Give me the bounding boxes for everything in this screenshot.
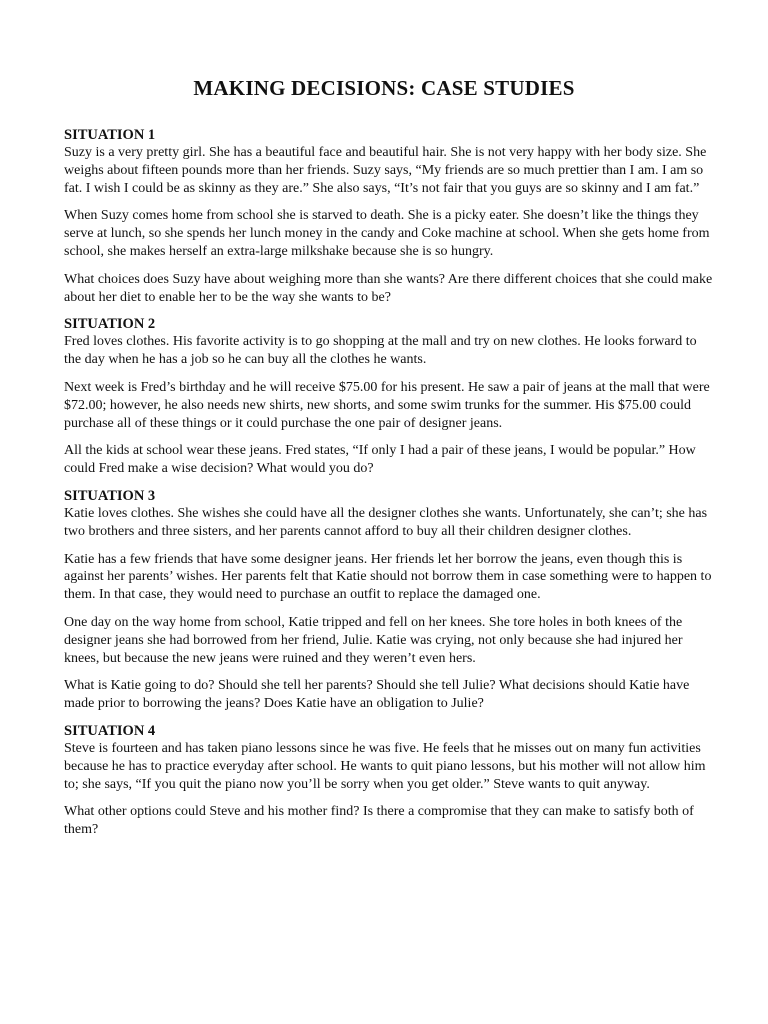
paragraph: Next week is Fred’s birthday and he will receive $75.00 for his present. He saw a pair of jeans at the mall that were $72.00; however, he also needs new shirts, new shorts, and some swim trunks for the summer. His $75.00 could purchase all of these things or it could purchase the one pair of designer jeans. bbox=[64, 379, 710, 431]
situation-2 bbox=[64, 315, 714, 478]
situation-heading: SITUATION 3 bbox=[64, 487, 156, 504]
paragraph: All the kids at school wear these jeans. Fred states, “If only I had a pair of these jeans, I would be popular.” How could Fred make a wise decision? What would you do? bbox=[64, 443, 696, 477]
document-body bbox=[64, 126, 714, 848]
page-title: MAKING DECISIONS: CASE STUDIES bbox=[193, 76, 575, 100]
paragraph: What other options could Steve and his mother find? Is there a compromise that they can make to satisfy both of them? bbox=[64, 804, 694, 838]
paragraph: Suzy is a very pretty girl. She has a beautiful face and beautiful hair. She is not very happy with her body size. She weighs about fifteen pounds more than her friends. Suzy says, “My friends are so much prettier than I am. I am so fat. I wish I could be as skinny as they are.” She also says, “It’s not fair that you guys are so skinny and I am fat.” bbox=[64, 145, 707, 196]
paragraph: What is Katie going to do? Should she tell her parents? Should she tell Julie? What decisions should Katie have made prior to borrowing the jeans? Does Katie have an obligation to Julie? bbox=[64, 678, 690, 712]
situation-3 bbox=[64, 487, 714, 713]
paragraph: Katie has a few friends that have some designer jeans. Her friends let her borrow the jeans, even though this is against her parents’ wishes. Her parents felt that Katie should not borrow them in case something were to happen to them. In that case, they would need to purchase an outfit to replace the damaged one. bbox=[64, 551, 712, 603]
situation-heading: SITUATION 1 bbox=[64, 127, 156, 143]
paragraph: Steve is fourteen and has taken piano lessons since he was five. He feels that he misses out on many fun activities because he has to practice everyday after school. He wants to quit piano lessons, but his mother will not allow him to; she says, “If you quit the piano now you’ll be sorry when you get older.” Steve wants to quit anyway. bbox=[64, 740, 706, 792]
situation-4 bbox=[64, 722, 714, 839]
paragraph: One day on the way home from school, Katie tripped and fell on her knees. She tore holes in both knees of the designer jeans she had borrowed from her friend, Julie. Katie was crying, not only because she had injured her knees, but because the new jeans were ruined and they weren’t even hers. bbox=[64, 614, 683, 666]
paragraph: When Suzy comes home from school she is starved to death. She is a picky eater. She doesn’t like the things they serve at lunch, so she spends her lunch money in the candy and Coke machine at school. When she gets home from school, she makes herself an extra-large milkshake because she is so hungry. bbox=[64, 208, 710, 259]
situation-heading: SITUATION 2 bbox=[64, 316, 156, 333]
situation-1 bbox=[64, 126, 714, 306]
paragraph: Katie loves clothes. She wishes she could have all the designer clothes she wants. Unfortunately, she can’t; she has two brothers and three sisters, and her parents cannot afford to buy all their children designer clothes. bbox=[64, 505, 708, 539]
situation-heading: SITUATION 4 bbox=[64, 722, 156, 739]
paragraph: Fred loves clothes. His favorite activity is to go shopping at the mall and try on new clothes. He looks forward to the day when he has a job so he can buy all the clothes he wants. bbox=[64, 334, 697, 368]
paragraph: What choices does Suzy have about weighing more than she wants? Are there different choices that she could make about her diet to enable her to be the way she wants to be? bbox=[64, 271, 713, 305]
